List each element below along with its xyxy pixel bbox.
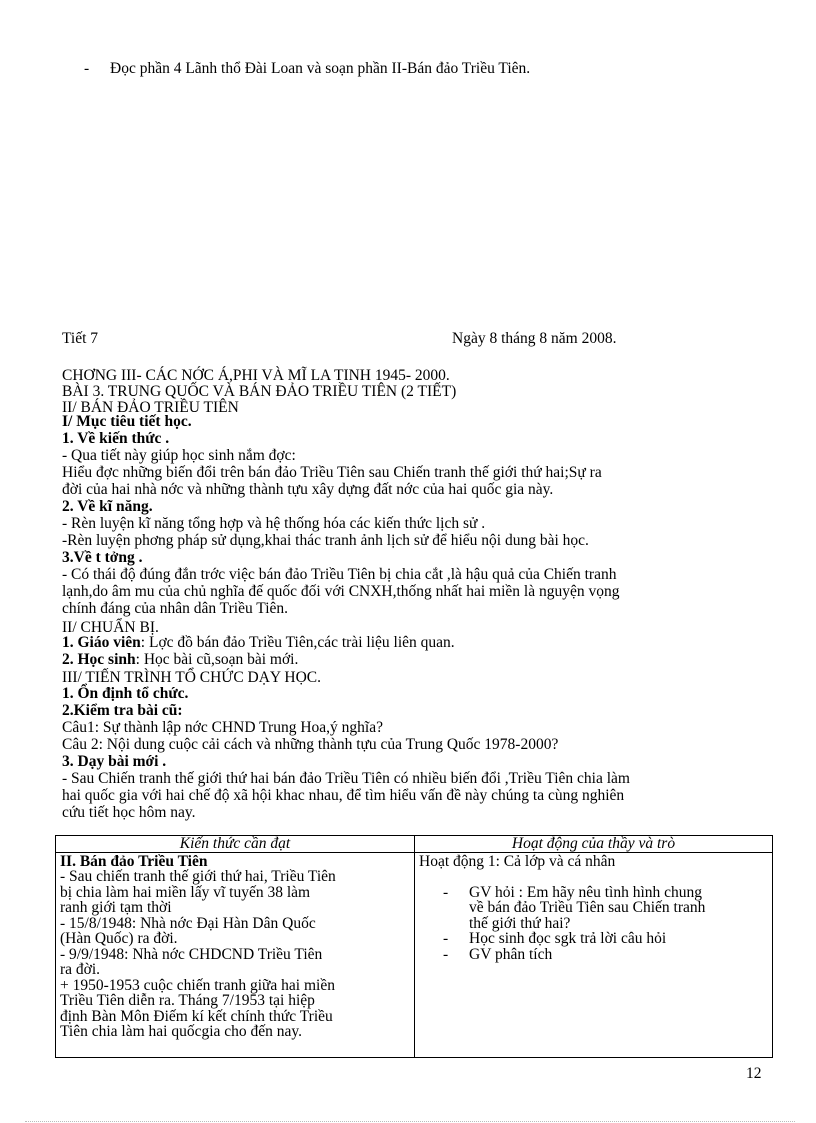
col-header-knowledge: Kiến thức cần đạt bbox=[56, 836, 415, 853]
thought-line: - Có thái độ đúng đắn trớc việc bán đảo Triều Tiên bị chia cắt ,là hậu quả của Chiến tranh bbox=[62, 566, 617, 583]
activity-bullet bbox=[419, 885, 768, 932]
knowledge-line: đời của hai nhà nớc và những thành tựu xây dựng đất nớc của hai quốc gia này. bbox=[62, 481, 554, 498]
process-step3: 3. Dạy bài mới . bbox=[62, 753, 167, 770]
teacher-prep bbox=[62, 635, 455, 650]
bullet-line: - GV hỏi : Em hãy nêu tình hình chung bbox=[469, 883, 703, 901]
teacher-label: 1. Giáo viên bbox=[62, 634, 141, 651]
knowledge-heading: 1. Về kiến thức . bbox=[62, 430, 170, 447]
thought-line: chính đáng của nhân dân Triều Tiên. bbox=[62, 600, 289, 617]
intro-line: cứu tiết học hôm nay. bbox=[62, 804, 196, 821]
cell-title: II. Bán đảo Triều Tiên bbox=[60, 852, 208, 870]
cell-line: ra đời. bbox=[60, 961, 101, 978]
cell-line: định Bàn Môn Điếm kí kết chính thức Triều bbox=[60, 1007, 333, 1025]
table-row bbox=[56, 852, 773, 1057]
spacer bbox=[419, 869, 768, 885]
student-prep bbox=[62, 652, 298, 667]
intro-line: hai quốc gia với hai chế độ xã hội khac nhau, để tìm hiểu vấn đề này chúng ta cùng nghiên bbox=[62, 787, 625, 804]
bullet-line: thế giới thứ hai? bbox=[469, 914, 571, 932]
student-label: 2. Học sinh bbox=[62, 651, 136, 668]
page-bottom-rule bbox=[25, 1121, 795, 1122]
intro-line: - Sau Chiến tranh thế giới thứ hai bán đảo Triều Tiên có nhiều biến đổi ,Triều Tiên chia làm bbox=[62, 770, 630, 787]
review-question-1: Câu1: Sự thành lập nớc CHND Trung Hoa,ý nghĩa? bbox=[62, 719, 383, 736]
activity-bullet bbox=[419, 947, 768, 963]
lesson-table bbox=[55, 835, 773, 1058]
student-text: : Học bài cũ,soạn bài mới. bbox=[135, 651, 299, 668]
review-question-2: Câu 2: Nội dung cuộc cải cách và những thành tựu của Trung Quốc 1978-2000? bbox=[62, 736, 559, 753]
cell-line: ranh giới tạm thời bbox=[60, 899, 172, 916]
part-title: II/ BÁN ĐẢO TRIỀU TIÊN bbox=[62, 399, 239, 416]
process-step1: 1. Ổn định tổ chức. bbox=[62, 685, 189, 702]
skills-heading: 2. Về kĩ năng. bbox=[62, 498, 153, 515]
preparation-heading: II/ CHUẨN BỊ. bbox=[62, 619, 159, 636]
knowledge-cell bbox=[56, 852, 415, 1057]
cell-line: - Sau chiến tranh thế giới thứ hai, Triều Tiên bbox=[60, 868, 336, 885]
activity-bullet bbox=[419, 931, 768, 947]
knowledge-line: - Qua tiết này giúp học sinh nắm đợc: bbox=[62, 447, 296, 464]
cell-line: bị chia làm hai miền lấy vĩ tuyến 38 làm bbox=[60, 883, 311, 901]
table-header-row bbox=[56, 836, 773, 853]
process-step2: 2.Kiểm tra bài cũ: bbox=[62, 702, 183, 719]
bullet-line: về bán đảo Triều Tiên sau Chiến tranh bbox=[469, 899, 706, 916]
period-label: Tiết 7 bbox=[62, 330, 99, 347]
chapter-title: CHƠNG III- CÁC NỚC Á,PHI VÀ MĨ LA TINH 1945- 2000. bbox=[62, 367, 450, 384]
cell-line: Tiên chia làm hai quốcgia cho đến nay. bbox=[60, 1023, 303, 1040]
cell-line: - 15/8/1948: Nhà nớc Đại Hàn Dân Quốc bbox=[60, 914, 316, 932]
teacher-text: : Lợc đồ bán đảo Triều Tiên,các trài liệu liên quan. bbox=[140, 634, 455, 651]
page-number: 12 bbox=[746, 1065, 762, 1082]
process-heading: III/ TIẾN TRÌNH TỔ CHỨC DẠY HỌC. bbox=[62, 669, 322, 686]
bullet-line: - GV phân tích bbox=[469, 945, 553, 963]
date-label: Ngày 8 tháng 8 năm 2008. bbox=[452, 330, 617, 347]
bullet-line: - Học sinh đọc sgk trả lời câu hỏi bbox=[469, 930, 667, 947]
list-dash: - bbox=[84, 60, 90, 77]
skills-line: - Rèn luyện kĩ năng tổng hợp và hệ thống hóa các kiến thức lịch sử . bbox=[62, 515, 486, 532]
col-header-activity: Hoạt động của thầy và trò bbox=[415, 836, 773, 853]
thought-line: lạnh,do âm mu của chủ nghĩa đế quốc đối với CNXH,thống nhất hai miền là nguyện vọng bbox=[62, 583, 620, 600]
cell-line: + 1950-1953 cuộc chiến tranh giữa hai miền bbox=[60, 976, 335, 994]
activity-cell bbox=[415, 852, 773, 1057]
skills-line: -Rèn luyện phơng pháp sử dụng,khai thác tranh ảnh lịch sử để hiểu nội dung bài học. bbox=[62, 532, 589, 549]
activity-title: Hoạt động 1: Cả lớp và cá nhân bbox=[419, 852, 616, 870]
cell-line: Triều Tiên diễn ra. Tháng 7/1953 tại hiệp bbox=[60, 992, 315, 1009]
top-list-item: Đọc phần 4 Lãnh thổ Đài Loan và soạn phần II-Bán đảo Triều Tiên. bbox=[110, 60, 531, 77]
cell-line: - 9/9/1948: Nhà nớc CHDCND Triều Tiên bbox=[60, 945, 323, 963]
cell-line: (Hàn Quốc) ra đời. bbox=[60, 930, 178, 947]
thought-heading: 3.Về t tởng . bbox=[62, 549, 143, 566]
knowledge-line: Hiểu đợc những biến đổi trên bán đảo Triều Tiên sau Chiến tranh thế giới thứ hai;Sự ra bbox=[62, 464, 602, 481]
lesson-title: BÀI 3. TRUNG QUỐC VÀ BÁN ĐẢO TRIỀU TIÊN (2 TIẾT) bbox=[62, 383, 457, 400]
objectives-heading: I/ Mục tiêu tiết học. bbox=[62, 413, 192, 430]
